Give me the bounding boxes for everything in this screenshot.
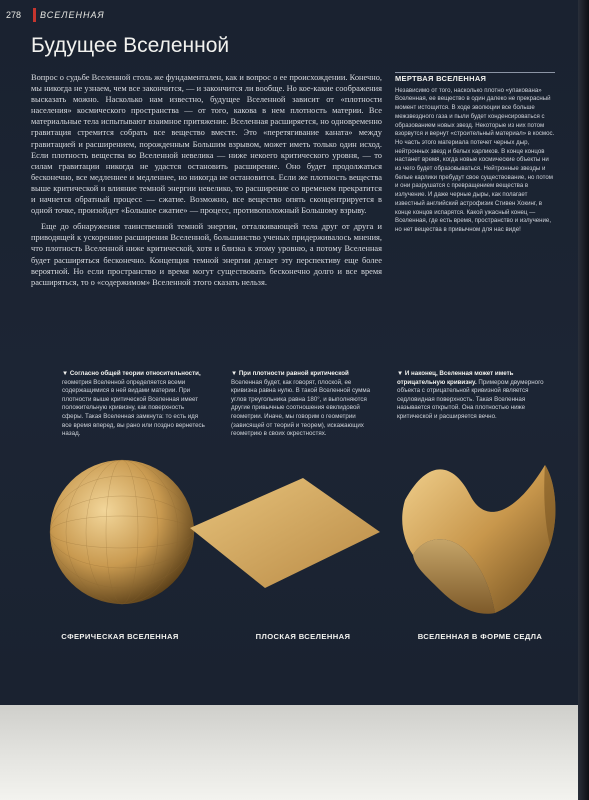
caption-bold: И наконец, Вселенная может иметь отрицательную кривизну. (397, 370, 514, 386)
caption-text: Примером двумерного объекта с отрицательной кривизной является седловидная поверхность. Такая Вселенная называется открытой. Она плотностью ниже критической и расширяется вечно. (397, 378, 544, 420)
triangle-down-icon: ▼ (62, 370, 70, 377)
label-flat: ПЛОСКАЯ ВСЕЛЕННАЯ (255, 632, 351, 641)
paragraph: Вопрос о судьбе Вселенной столь же фундаментален, как и вопрос о ее происхождении. Конечно, мы никогда не узнаем, чем все закончится, — и закончится ли вообще. Но кое-какие соображения высказать можно. Насколько нам известно, будущее Вселенной зависит от «плотности населения» космического пространства — от того, какова в нем плотность материи. Все материальные тела испытывают взаимное притяжение. Вселенная расширяется, но одновременно гравитация стремится собрать все вещество вместе. Это «перетягивание каната» между гравитацией и расширением, порожденным Большим взрывом, может иметь только один исход. Если плотность вещества во Вселенной невелика — ниже некоего критического уровня, — то силам гравитации никогда не удастся остановить расширение. Оно будет продолжаться бесконечно, все медленнее и медленнее, но никогда не остановится. Если же плотность вещества выше критической и влияние темной энергии невелико, то расширение со временем прекратится и начнется обратный процесс — сжатие. Возможно, все вещество опять сконцентрируется в одной точке, произойдет «Большое сжатие» — процесс, противоположный Большому взрыву. (31, 73, 382, 216)
sidebar-text: Независимо от того, насколько плотно «упакована» Вселенная, ее вещество в один далеко не прекрасный момент истощится. В ходе эволюции все больше межзвездного газа и пыли будет конденсироваться с образованием новых звезд. Некоторые из них потом взорвутся и вернут «строительный материал» в космос. Но часть этого материала потечет черных дыр, нейтронных звезд и белых карликов. В конце концов настанет время, когда новые космические объекты ни из чего будет образовываться. Нейтронные звезды и белые карлики пребудут свое существование, но потом и они разрушатся с превращением вещества в излучение. И даже черные дыры, как полагает известный английский астрофизик Стивен Хокинг, в конце концов испарятся. Какой ужасный конец — Вселенная, где есть время, пространство и излучение, но нет вещества в привычном для нас виде! (395, 86, 555, 233)
triangle-down-icon: ▼ (397, 370, 405, 377)
caption-sphere (62, 370, 205, 439)
triangle-down-icon: ▼ (231, 370, 239, 377)
caption-text: Вселенная будет, как говорят, плоской, ее кривизна равна нулю. В такой Вселенной сумма углов треугольника равна 180°, и выполняются другие привычные соотношения евклидовой геометрии. Иначе, мы говорим о геометрии (зависящей от теорий и теорем), искажающих геометрию в своих окрестностях. (231, 378, 371, 438)
main-text (31, 72, 382, 293)
section-marker (33, 8, 36, 22)
caption-text: геометрия Вселенной определяется всеми содержащимися в ней видами материи. При плотности выше критической Вселенная имеет положительную кривизну, как поверхность сферы. Такая Вселенная замкнута: то есть идя все время вперед, вы рано или поздно вернетесь назад. (62, 378, 205, 438)
page-number: 278 (6, 10, 22, 20)
flat-plane-illustration (185, 470, 385, 600)
sphere-illustration (45, 455, 200, 610)
caption-saddle (397, 370, 557, 422)
caption-bold: Согласно общей теории относительности, (69, 370, 201, 377)
page-title: Будущее Вселенной (31, 34, 230, 57)
paragraph: Еще до обнаружения таинственной темной энергии, отталкивающей тела друг от друга и приводящей к ускорению расширения Вселенной, большинство ученых придерживалось мнения, что плотность Вселенной ниже критической, хотя и близка к этому уровню, а потому Вселенная будет расширяться бесконечно. Концепция темной энергии делает эту перспективу еще более вероятной. Но если пространство и время могут существовать бесконечно долго и все время расширяться, то о «содержимом» Вселенной этого сказать нельзя. (31, 222, 382, 287)
caption-bold: При плотности равной критической (238, 370, 349, 377)
label-sphere: СФЕРИЧЕСКАЯ ВСЕЛЕННАЯ (61, 632, 179, 641)
sidebar-box (395, 72, 555, 235)
sidebar-title: МЕРТВАЯ ВСЕЛЕННАЯ (395, 72, 555, 84)
page-bottom-margin (0, 705, 589, 800)
caption-flat (231, 370, 376, 439)
section-title: ВСЕЛЕННАЯ (40, 10, 105, 20)
book-spine (578, 0, 589, 800)
page-header (0, 10, 578, 22)
saddle-illustration (395, 445, 565, 620)
label-saddle: ВСЕЛЕННАЯ В ФОРМЕ СЕДЛА (417, 632, 543, 641)
